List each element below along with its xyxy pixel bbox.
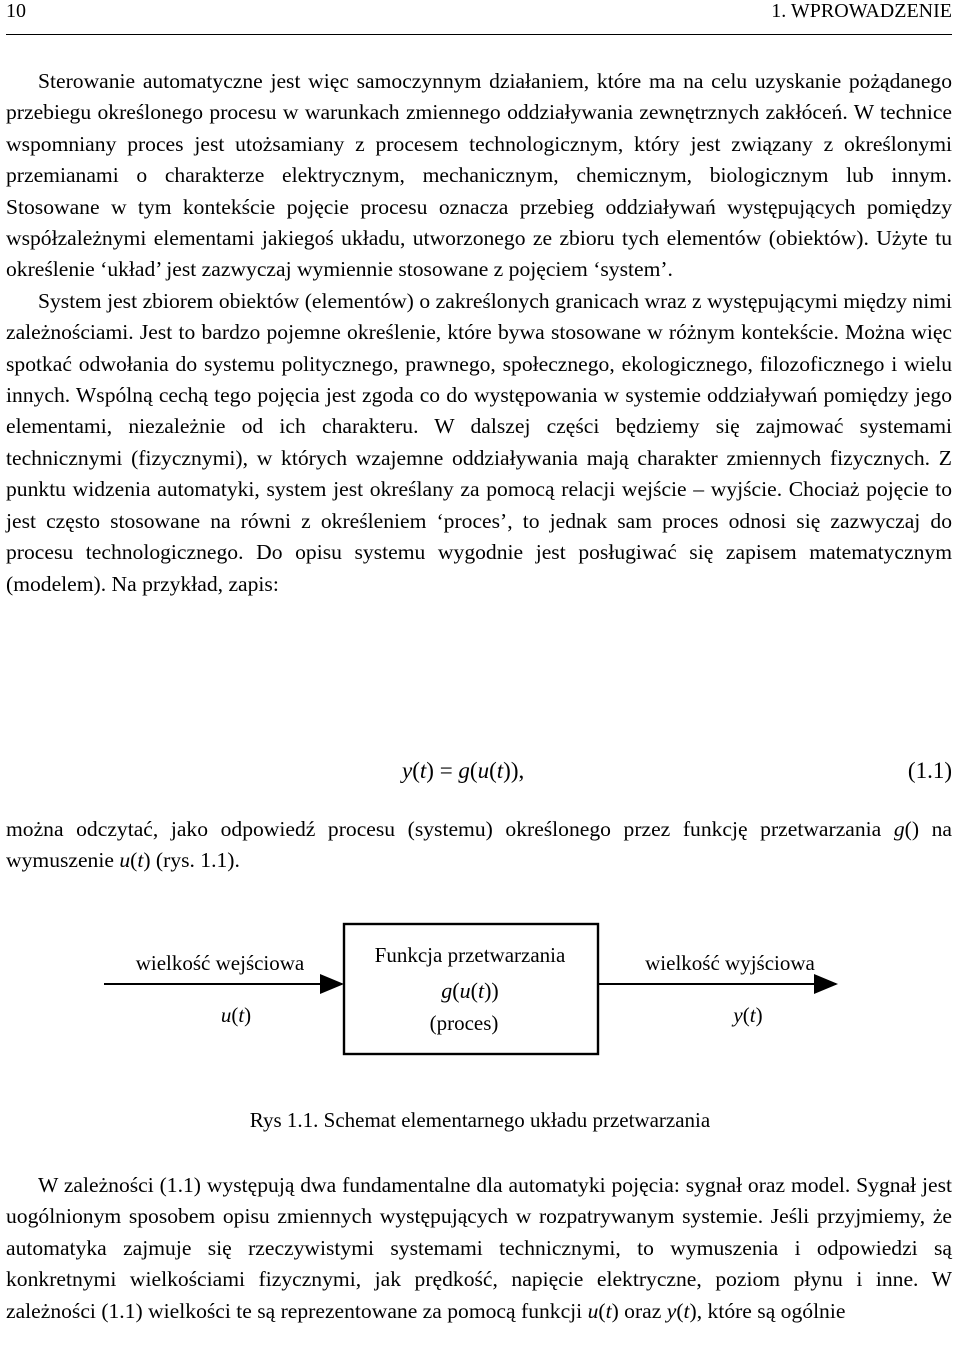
output-label: wielkość wyjściowa bbox=[645, 951, 815, 975]
body-text-top bbox=[6, 66, 952, 600]
page-number: 10 bbox=[6, 0, 26, 22]
body-text-bottom bbox=[6, 1170, 952, 1327]
body-text-middle bbox=[6, 814, 952, 877]
paragraph-3: można odczytać, jako odpowiedź procesu (systemu) określonego przez funkcję przetwarzania g() na wymuszenie u(t) (rys. 1.1). bbox=[6, 817, 952, 873]
input-symbol: u(t) bbox=[220, 1003, 252, 1027]
box-subtitle: (proces) bbox=[429, 1011, 499, 1035]
page-header bbox=[6, 0, 952, 35]
equation-1-1 bbox=[6, 758, 952, 794]
box-title: Funkcja przetwarzania bbox=[374, 943, 566, 967]
equation-number: (1.1) bbox=[907, 758, 952, 783]
paragraph-1: Sterowanie automatyczne jest więc samoczynnym działaniem, które ma na celu uzyskanie pożądanego przebiegu określonego procesu w warunkach zmiennego oddziaływania zewnętrznych zakłóceń. W technice wspomniany proces jest utożsamiany z procesem technologicznym, który jest związany z określonymi przemianami o charakterze elektrycznym, mechanicznym, chemicznym, biologicznym lub innym. Stosowane w tym kontekście pojęcie procesu oznacza przebieg oddziaływań występujących pomiędzy współzależnymi elementami jakiegoś układu, utworzonego ze zbioru tych elementów (obiektów). Użyte tu określenie ‘układ’ jest zazwyczaj wymiennie stosowane z pojęciem ‘system’. bbox=[6, 69, 952, 282]
paragraph-2: System jest zbiorem obiektów (elementów) o zakreślonych granicach wraz z występującymi między nimi zależnościami. Jest to bardzo pojemne określenie, które bywa stosowane w różnym kontekście. Można więc spotkać odwołania do systemu politycznego, prawnego, społecznego, ekologicznego, filozoficznego i wielu innych. Wspólną cechą tego pojęcia jest zgoda co do występowania w systemie oddziaływań pomiędzy jego elementami, niezależnie od ich charakteru. W dalszej części będziemy się zajmować systemami technicznymi (fizycznymi), w których wzajemne oddziaływania mają charakter zmiennych fizycznych. Z punktu widzenia automatyki, system jest określany za pomocą relacji wejście – wyjście. Chociaż pojęcie to jest często stosowane na równi z określeniem ‘proces’, to jednak sam proces odnosi się zazwyczaj do procesu technologicznego. Do opisu systemu wygodnie jest posługiwać się zapisem matematycznym (modelem). Na przykład, zapis: bbox=[6, 288, 952, 596]
input-label: wielkość wejściowa bbox=[135, 951, 305, 975]
equation-formula: y(t) = g(u(t)), bbox=[402, 758, 525, 783]
paragraph-4: W zależności (1.1) występują dwa fundamentalne dla automatyki pojęcia: sygnał oraz model. Sygnał jest uogólnionym sposobem opisu zmiennych występujących w rozpatrywanym systemie. Jeśli przyjmiemy, że automatyka zajmuje się rzeczywistymi systemami technicznymi, to wymuszenia i odpowiedzi są konkretnymi wielkościami fizycznymi, jak prędkość, napięcie elektryczne, poziom płynu i inne. W zależności (1.1) wielkości te są reprezentowane za pomocą funkcji u(t) oraz y(t), które są ogólnie bbox=[6, 1173, 952, 1323]
box-formula: g(u(t)) bbox=[441, 978, 499, 1003]
output-symbol: y(t) bbox=[733, 1003, 763, 1027]
chapter-title: 1. WPROWADZENIE bbox=[771, 0, 952, 22]
process-diagram bbox=[100, 918, 840, 1088]
figure-caption: Rys 1.1. Schemat elementarnego układu przetwarzania bbox=[249, 1108, 711, 1132]
